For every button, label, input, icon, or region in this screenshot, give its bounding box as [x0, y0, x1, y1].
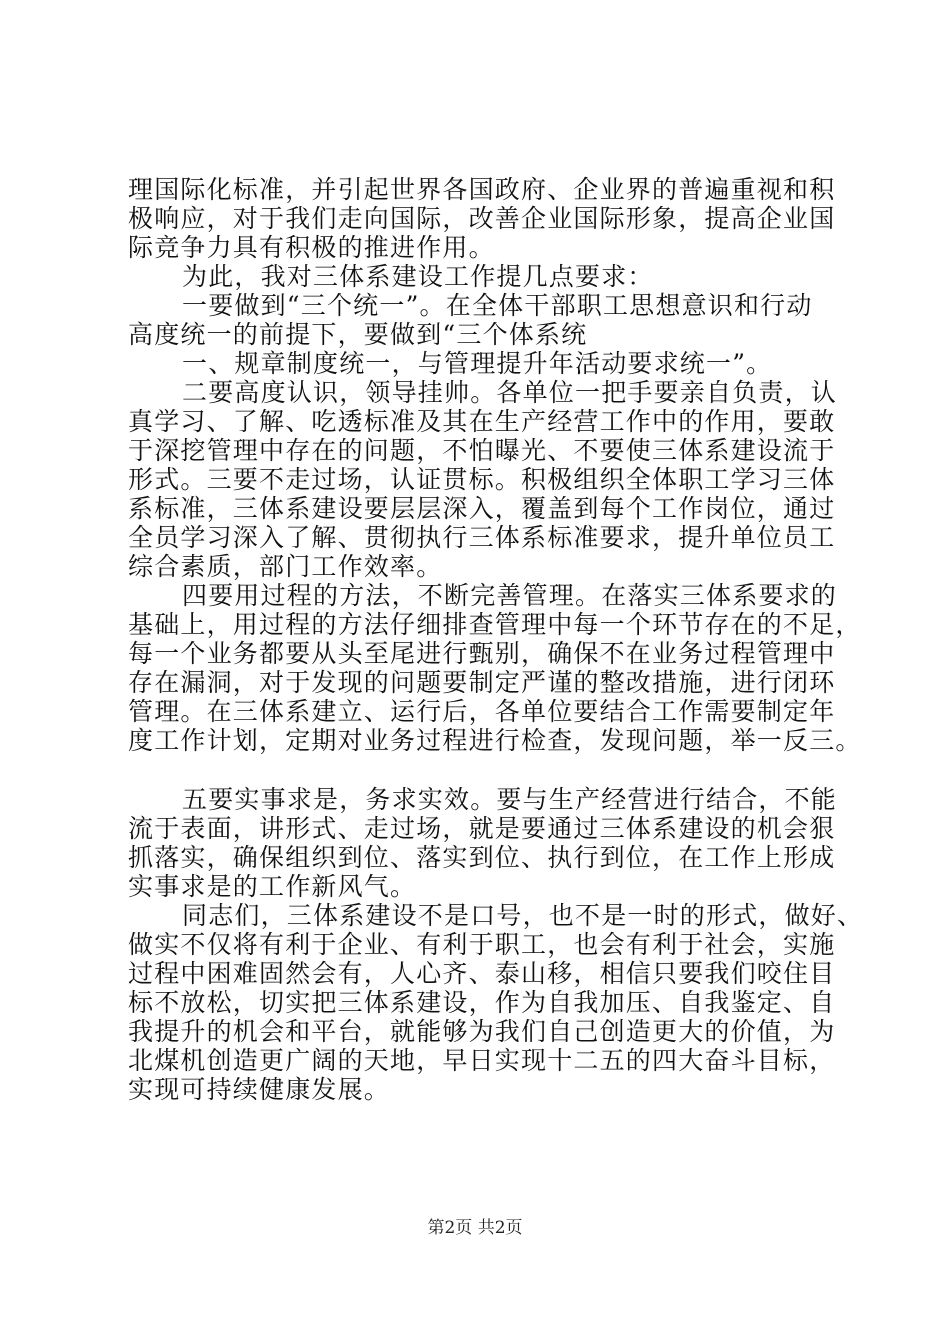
text-line: 抓落实，确保组织到位、落实到位、执行到位，在工作上形成 — [128, 843, 836, 872]
text-line: 二要高度认识，领导挂帅。各单位一把手要亲自负责，认 — [182, 378, 838, 407]
text-line: 际竞争力具有积极的推进作用。 — [128, 233, 495, 262]
text-line: 流于表面，讲形式、走过场，就是要通过三体系建设的机会狠 — [128, 814, 836, 843]
text-line: 一、规章制度统一，与管理提升年活动要求统一”。 — [182, 349, 773, 378]
text-line: 基础上，用过程的方法仔细排查管理中每一个环节存在的不足， — [128, 610, 862, 639]
text-line: 管理。在三体系建立、运行后，各单位要结合工作需要制定年 — [128, 697, 836, 726]
text-line: 真学习、了解、吃透标准及其在生产经营工作中的作用，要敢 — [128, 407, 836, 436]
page-number-footer: 第2页 共2页 — [427, 1218, 523, 1238]
text-line: 我提升的机会和平台，就能够为我们自己创造更大的价值，为 — [128, 1017, 836, 1046]
text-line: 标不放松，切实把三体系建设，作为自我加压、自我鉴定、自 — [128, 988, 836, 1017]
text-line: 北煤机创造更广阔的天地，早日实现十二五的四大奋斗目标， — [128, 1046, 836, 1075]
text-line: 度工作计划，定期对业务过程进行检查，发现问题，举一反三。 — [128, 726, 862, 755]
text-line: 四要用过程的方法，不断完善管理。在落实三体系要求的 — [182, 581, 838, 610]
paragraph-gap — [128, 755, 830, 785]
text-line: 形式。三要不走过场，认证贯标。积极组织全体职工学习三体 — [128, 465, 836, 494]
text-line: 系标准，三体系建设要层层深入，覆盖到每个工作岗位，通过 — [128, 494, 836, 523]
text-line: 实现可持续健康发展。 — [128, 1075, 391, 1104]
text-line: 综合素质，部门工作效率。 — [128, 552, 443, 581]
text-line: 实事求是的工作新风气。 — [128, 872, 417, 901]
text-line: 每一个业务都要从头至尾进行甄别，确保不在业务过程管理中 — [128, 639, 836, 668]
text-line: 全员学习深入了解、贯彻执行三体系标准要求，提升单位员工 — [128, 523, 836, 552]
text-line: 于深挖管理中存在的问题，不怕曝光、不要使三体系建设流于 — [128, 436, 836, 465]
text-line: 过程中困难固然会有，人心齐、泰山移，相信只要我们咬住目 — [128, 959, 836, 988]
text-line: 同志们，三体系建设不是口号，也不是一时的形式，做好、 — [182, 901, 864, 930]
document-body — [128, 175, 864, 1104]
text-line: 为此，我对三体系建设工作提几点要求： — [182, 262, 654, 291]
text-line: 理国际化标准，并引起世界各国政府、企业界的普遍重视和积 — [128, 175, 836, 204]
text-line: 五要实事求是，务求实效。要与生产经营进行结合，不能 — [182, 785, 838, 814]
text-line: 高度统一的前提下，要做到“三个体系统 — [128, 320, 588, 349]
text-line: 做实不仅将有利于企业、有利于职工，也会有利于社会，实施 — [128, 930, 836, 959]
text-line: 一要做到“三个统一”。在全体干部职工思想意识和行动 — [182, 291, 813, 320]
text-line: 极响应，对于我们走向国际，改善企业国际形象，提高企业国 — [128, 204, 836, 233]
text-line: 存在漏洞，对于发现的问题要制定严谨的整改措施，进行闭环 — [128, 668, 836, 697]
